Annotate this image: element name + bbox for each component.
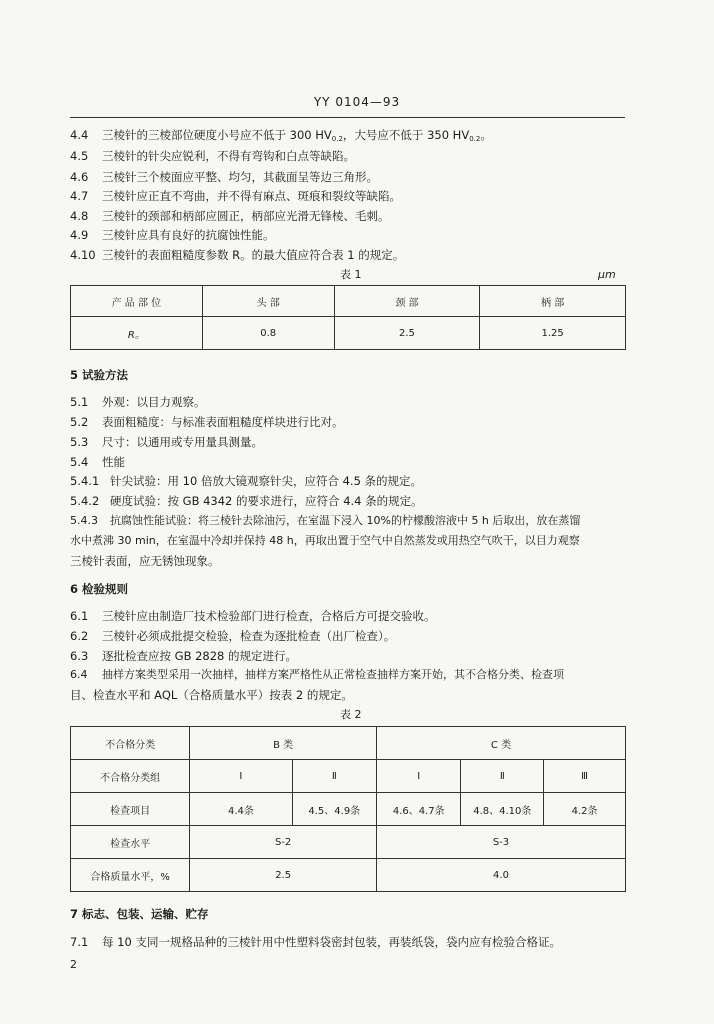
table1-cell: 1.25 bbox=[480, 317, 626, 350]
table2-cell: 4.5、4.9条 bbox=[292, 793, 376, 826]
table2-row-label: 检查水平 bbox=[71, 826, 190, 859]
table1-caption: 表 1 bbox=[340, 268, 362, 281]
clause-6-4: 6.4 抽样方案类型采用一次抽样，抽样方案严格性从正常检查抽样方案开始，其不合格分类、检查项 bbox=[70, 668, 564, 681]
table2-cell: S-2 bbox=[190, 826, 377, 859]
table1 bbox=[70, 285, 626, 350]
clause-4-4: 4.4 三棱针的三棱部位硬度小号应不低于 300 $HV_{0.2}$，大号应不低于 350 $HV_{0.2}$。 bbox=[70, 128, 492, 143]
table2-cell: 4.4条 bbox=[190, 793, 292, 826]
table2-caption: 表 2 bbox=[340, 708, 362, 721]
clause-5-4-3: 5.4.3 抗腐蚀性能试验：将三棱针去除油污，在室温下浸入 10%的柠檬酸溶液中 5 h 后取出，放在蒸馏 bbox=[70, 514, 581, 527]
table1-header-cell: 颈 部 bbox=[334, 286, 480, 317]
clause-6-4-cont: 目、检查水平和 AQL（合格质量水平）按表 2 的规定。 bbox=[70, 688, 353, 702]
clause-4-10: 4.10 三棱针的表面粗糙度参数 R。的最大值应符合表 1 的规定。 bbox=[70, 248, 405, 262]
table1-cell: R。 bbox=[71, 317, 203, 350]
table1-header-cell: 产 品 部 位 bbox=[71, 286, 203, 317]
clause-5-4-3-cont2: 三棱针表面，应无锈蚀现象。 bbox=[70, 554, 220, 568]
table2-row-label: 不合格分类组 bbox=[71, 760, 190, 793]
table2-class-b: B 类 bbox=[190, 727, 377, 760]
table1-cell: 2.5 bbox=[334, 317, 480, 350]
clause-5-4: 5.4 性能 bbox=[70, 455, 125, 469]
table2-cell: I bbox=[190, 760, 292, 793]
section-5-title: 5 试验方法 bbox=[70, 368, 129, 382]
clause-4-7: 4.7 三棱针应正直不弯曲，并不得有麻点、斑痕和裂纹等缺陷。 bbox=[70, 189, 401, 203]
clause-4-6: 4.6 三棱针三个棱面应平整、均匀，其截面呈等边三角形。 bbox=[70, 170, 378, 184]
section-7-title: 7 标志、包装、运输、贮存 bbox=[70, 907, 209, 921]
table2-cell: Ⅱ bbox=[461, 760, 544, 793]
table1-header-cell: 柄 部 bbox=[480, 286, 626, 317]
table2-row-label: 检查项目 bbox=[71, 793, 190, 826]
table2-cell: S-3 bbox=[377, 826, 626, 859]
table2-cell: Ⅲ bbox=[544, 760, 626, 793]
clause-5-3: 5.3 尺寸：以通用或专用量具测量。 bbox=[70, 435, 263, 449]
section-6-title: 6 检验规则 bbox=[70, 582, 129, 596]
clause-5-4-2: 5.4.2 硬度试验：按 GB 4342 的要求进行，应符合 4.4 条的规定。 bbox=[70, 494, 423, 508]
table1-unit: μm bbox=[598, 268, 616, 281]
table2-cell: 2.5 bbox=[190, 859, 377, 892]
clause-4-5: 4.5 三棱针的针尖应锐利，不得有弯钩和白点等缺陷。 bbox=[70, 149, 355, 163]
clause-6-2: 6.2 三棱针必须成批提交检验，检查为逐批检查（出厂检查）。 bbox=[70, 629, 396, 643]
clause-7-1: 7.1 每 10 支同一规格品种的三棱针用中性塑料袋密封包装，再装纸袋，袋内应有检验合格证。 bbox=[70, 935, 561, 949]
table2-cell: 4.8、4.10条 bbox=[461, 793, 544, 826]
table2-row-label: 不合格分类 bbox=[71, 727, 190, 760]
header-rule bbox=[70, 117, 625, 118]
clause-5-1: 5.1 外观：以目力观察。 bbox=[70, 395, 206, 409]
clause-5-4-1: 5.4.1 针尖试验：用 10 倍放大镜观察针尖，应符合 4.5 条的规定。 bbox=[70, 474, 423, 488]
table1-header-cell: 头 部 bbox=[202, 286, 334, 317]
clause-4-9: 4.9 三棱针应具有良好的抗腐蚀性能。 bbox=[70, 228, 275, 242]
table2-cell: Ⅱ bbox=[292, 760, 376, 793]
table2-class-c: C 类 bbox=[377, 727, 626, 760]
clause-6-3: 6.3 逐批检查应按 GB 2828 的规定进行。 bbox=[70, 649, 298, 663]
clause-5-4-3-cont: 水中煮沸 30 min，在室温中冷却并保持 48 h，再取出置于空气中自然蒸发或用热空气吹干，以目力观察 bbox=[70, 534, 580, 547]
table2 bbox=[70, 726, 626, 892]
table2-row-label: 合格质量水平，% bbox=[71, 859, 190, 892]
clause-5-2: 5.2 表面粗糙度：与标准表面粗糙度样块进行比对。 bbox=[70, 415, 344, 429]
clause-4-8: 4.8 三棱针的颈部和柄部应圆正，柄部应光滑无锋棱、毛刺。 bbox=[70, 209, 390, 223]
table2-cell: 4.2条 bbox=[544, 793, 626, 826]
standard-code-header: YY 0104—93 bbox=[313, 95, 401, 109]
table2-cell: 4.0 bbox=[377, 859, 626, 892]
clause-6-1: 6.1 三棱针应由制造厂技术检验部门进行检查，合格后方可提交验收。 bbox=[70, 609, 436, 623]
clause-number: 4.4 bbox=[70, 128, 89, 142]
table2-cell: I bbox=[377, 760, 461, 793]
table2-cell: 4.6、4.7条 bbox=[377, 793, 461, 826]
table1-cell: 0.8 bbox=[202, 317, 334, 350]
page-number: 2 bbox=[70, 958, 77, 971]
